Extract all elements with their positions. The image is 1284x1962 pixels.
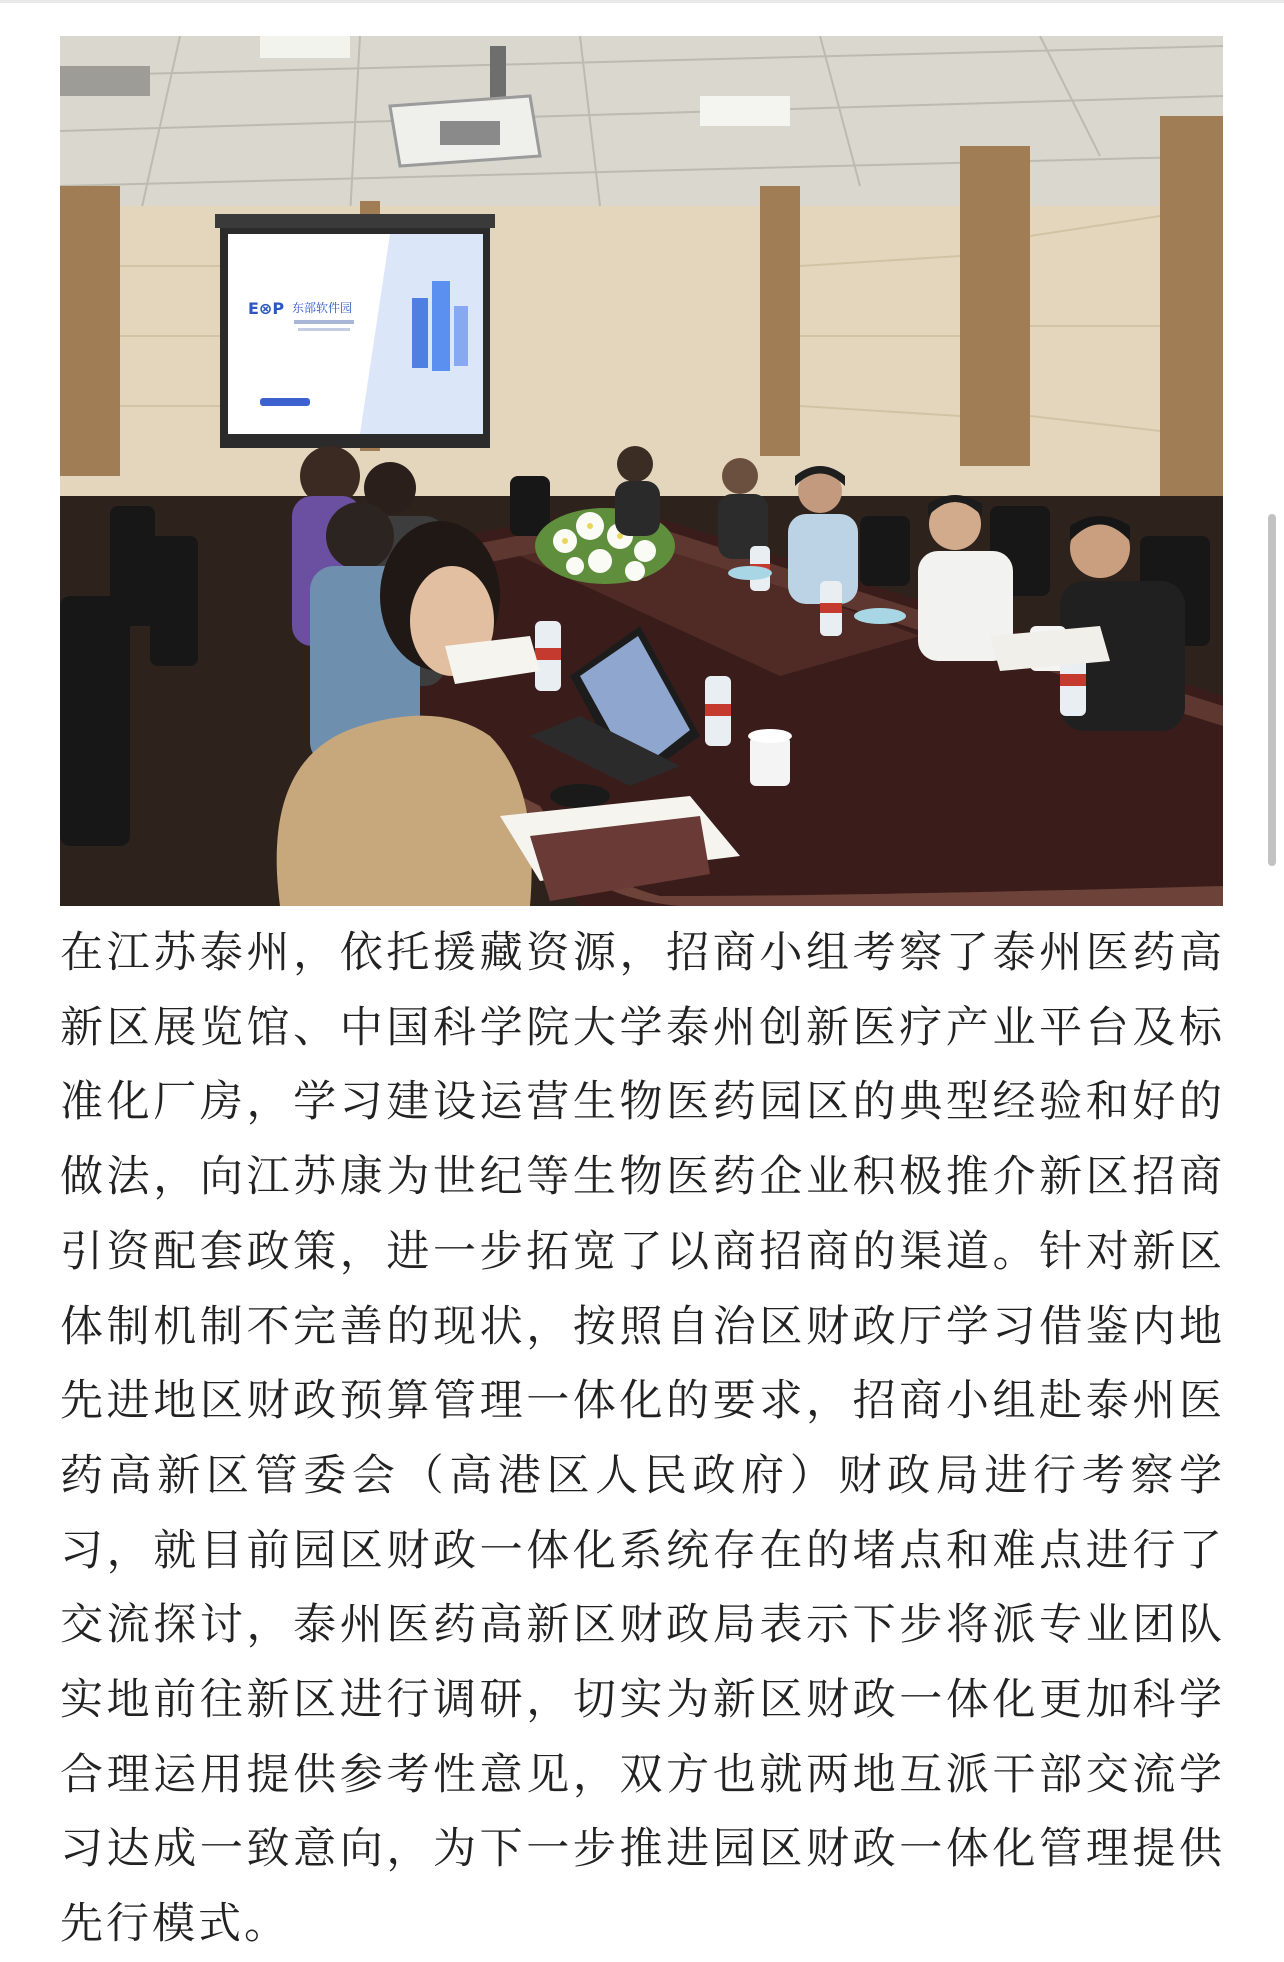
scrollbar[interactable] [1268, 514, 1276, 866]
slide-brand: 东部软件园 [292, 301, 353, 315]
slide-logo: E⊗P [248, 299, 285, 318]
meeting-photo [60, 36, 1223, 906]
top-divider [0, 0, 1284, 3]
article-body: 在江苏泰州，依托援藏资源，招商小组考察了泰州医药高新区展览馆、中国科学院大学泰州创新医疗产业平台及标准化厂房，学习建设运营生物医药园区的典型经验和好的做法，向江苏康为世纪等生物医药企业积极推介新区招商引资配套政策，进一步拓宽了以商招商的渠道。针对新区体制机制不完善的现状，按照自治区财政厅学习借鉴内地先进地区财政预算管理一体化的要求，招商小组赴泰州医药高新区管委会（高港区人民政府）财政局进行考察学习，就目前园区财政一体化系统存在的堵点和难点进行了交流探讨，泰州医药高新区财政局表示下步将派专业团队实地前往新区进行调研，切实为新区财政一体化更加科学合理运用提供参考性意见，双方也就两地互派干部交流学习达成一致意向，为下一步推进园区财政一体化管理提供先行模式。 [60, 928, 1225, 1950]
